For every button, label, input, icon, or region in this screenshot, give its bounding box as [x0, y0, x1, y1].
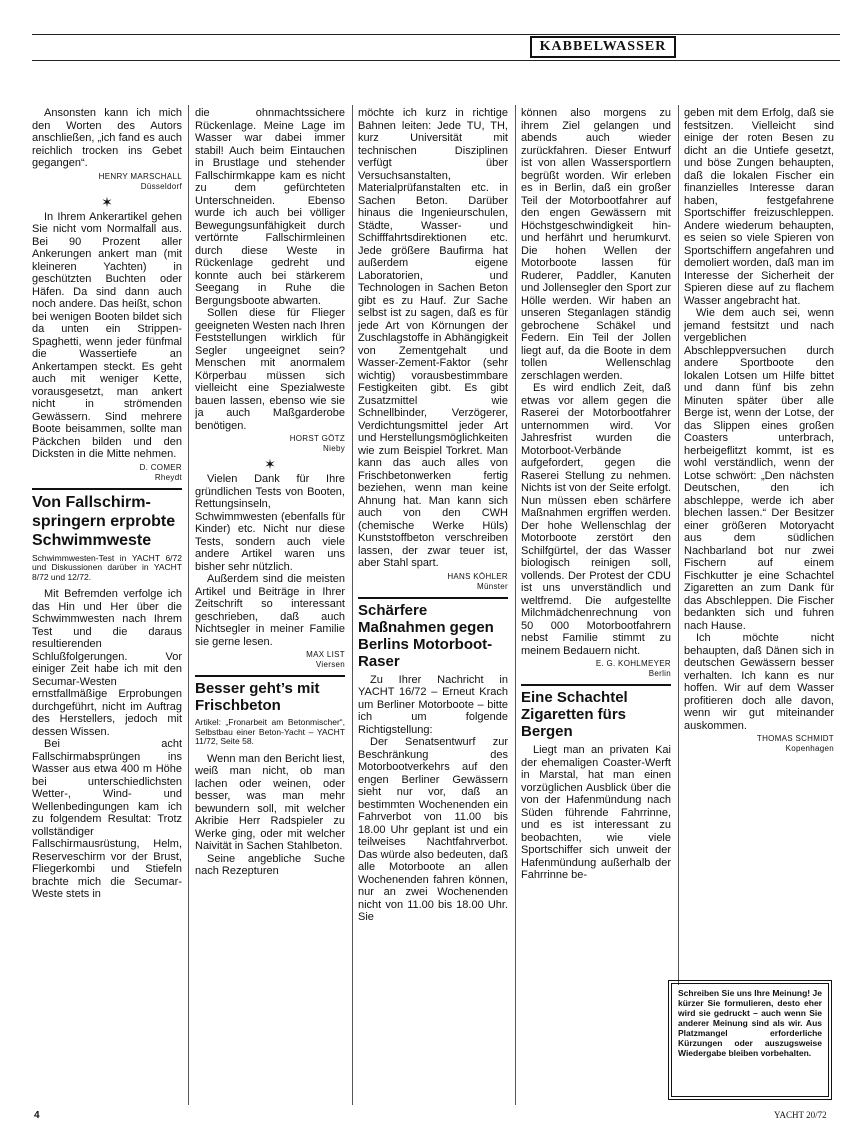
letter-signature [684, 734, 834, 754]
letter-paragraph: Der Senatsentwurf zur Beschränkung des Motorbootverkehrs auf den engen Berliner Gewässern sieht nur vor, daß an bestimmten Wochenenden ein Fahrverbot von 11.00 bis 18.00 Uhr geplant ist und ein teilweises Nachtfahrverbot. Das würde also bedeuten, daß alle Motorboote an allen Wochenenden fahren können, nur an zwei Wochenenden nicht von 11.00 bis 18.00 Uhr. Sie [358, 736, 508, 923]
article-reference: Schwimmwesten-Test in YACHT 6/72 und Diskussionen darüber in YACHT 8/72 und 12/72. [32, 552, 182, 582]
signature-place: Berlin [648, 669, 671, 678]
letter-signature [195, 650, 345, 670]
letter-signature [32, 172, 182, 192]
column-divider [515, 105, 516, 1105]
top-rule-1 [32, 34, 840, 35]
top-rule-2 [32, 60, 840, 61]
letter-headline: Von Fallschirmspringern erprobte Schwimmweste [32, 488, 182, 550]
separator-star-icon: ✶ [264, 456, 276, 472]
column-2 [195, 107, 345, 1107]
editorial-notice-text: Schreiben Sie uns Ihre Meinung! Je kürzer Sie formulieren, desto eher wird sie gedruckt – auch wenn Sie anderer Meinung sind als wir. Aus Platzmangel erforderliche Kürzungen oder auszugsweise Wiedergabe bleiben vorbehalten. [671, 983, 829, 1097]
column-4 [521, 107, 671, 1107]
column-1 [32, 107, 182, 1107]
letter-paragraph: Zu Ihrer Nachricht in YACHT 16/72 – Erneut Krach um Berliner Motorboote – bitte ich um folgende Richtigstellung: [358, 673, 508, 736]
letter-signature [521, 659, 671, 679]
signature-name: E. G. KOHLMEYER [595, 659, 671, 668]
column-divider [678, 105, 679, 985]
section-logo: KABBELWASSER [530, 36, 676, 58]
letter-paragraph: geben mit dem Erfolg, daß sie festsitzen. Vielleicht sind einige der roten Besen zu dicht an die Untiefe gesetzt, und böse Zungen behaupten, daß die lokalen Fischer ein finanzielles Interesse daran haben, festgefahrene Sportschiffer freizuschleppen. Andere wiederum behaupten, es seien so viele Spieren von Sportschiffern angefahren und demoliert worden, daß man im Interesse der Sicherheit der Spieren diese auf zu flachem Wasser angebracht hat. [684, 107, 834, 307]
letter-paragraph: Ansonsten kann ich mich den Worten des Autors anschließen, „ich fand es auch reichlich trocken ins Gebet gegangen“. [32, 107, 182, 169]
letter-paragraph: können also morgens zu ihrem Ziel gelangen und abends auch wieder zurückfahren. Dieser Entwurf ist von allen Wassersportlern begrüßt worden. Wir erleben es in Berlin, daß ein großer Teil der Motorbootfahrer auf den engen Gewässern mit Höchstgeschwindigkeit hin- und herfährt und herumkurvt. Die hohen Wellen der Motorboote lassen für Ruderer, Paddler, Kanuten und Jollensegler den Sport zur Hölle werden. Wir haben an unseren Steganlagen ständig gebrochene Schäkel und Federn. Ein Teil der Jollen liegt auf, da die Boote in dem tollen Wellenschlag zerschlagen werden. [521, 107, 671, 382]
signature-name: HANS KÖHLER [447, 571, 508, 581]
letter-headline: Besser geht’s mit Frischbeton [195, 675, 345, 714]
signature-name: THOMAS SCHMIDT [756, 734, 834, 743]
letter-paragraph: Vielen Dank für Ihre gründlichen Tests von Booten, Rettungsinseln, Schwimmwesten (ebenfalls für Kinder) etc. Nicht nur diese Tests, sondern auch viele andere Artikel waren uns bisher sehr nützlich. [195, 473, 345, 573]
article-reference: Artikel: „Fronarbeit am Betonmischer“, Selbstbau einer Beton-Yacht – YACHT 11/72, Seite 58. [195, 717, 345, 746]
signature-name: D. COMER [139, 462, 182, 472]
signature-place: Kopenhagen [785, 744, 834, 753]
signature-place: Viersen [315, 660, 345, 669]
editorial-notice-box [668, 980, 832, 1100]
magazine-issue: YACHT 20/72 [774, 1110, 827, 1120]
letter-signature [195, 434, 345, 454]
letter-paragraph: Ich möchte nicht behaupten, daß Dänen sich in deutschen Gewässern besser verhalten. Ich kann es nur hoffen. Wir auf dem Wasser profitieren doch alle davon, wenn wir gut miteinander auskommen. [684, 632, 834, 732]
column-5 [684, 107, 834, 977]
page-number: 4 [34, 1110, 40, 1121]
letter-signature [358, 572, 508, 592]
letter-paragraph: Mit Befremden verfolge ich das Hin und Her über die Schwimmwesten nach Ihrem Test und die daraus resultierenden Schlußfolgerungen. Vor einiger Zeit habe ich mit den Secumar-Westen ernstfallmäßige Erprobungen durchgeführt, nicht im Auftrag des Herstellers, jedoch mit dessen Wissen. [32, 588, 182, 738]
signature-name: HENRY MARSCHALL [98, 171, 182, 181]
column-3 [358, 107, 508, 1107]
letter-headline: Schärfere Maßnahmen gegen Berlins Motorboot-Raser [358, 597, 508, 670]
letter-paragraph: möchte ich kurz in richtige Bahnen leiten: Jede TU, TH, kurz Universität mit technischen Disziplinen verfügt über Versuchsanstalten, Materialprüfanstalten etc. in Sachen Beton. Darüber hinaus die Ingenieurschulen, Städte, Wasser- und Schifffahrtsdirektionen etc. Jede größere Baufirma hat außerdem eigene Laboratorien, und Technologen in Sachen Beton gibt es zu Hauf. Zur Sache selbst ist zu sagen, daß es für jede Art von Körnungen der Zuschlagstoffe in Abhängigkeit von Zementgehalt und Wasser-Zement-Faktor (sehr wichtig) vorausbestimmbare Festigkeiten gibt. Es gibt Zusatzmittel wie Schnellbinder, Verzögerer, Verdichtungsmittel jeder Art und Herstellungsmöglichkeiten wie zum Beispiel Torkret. Man kann das auch alles von Frischbetonwerken fertig beziehen, wenn man keine Ahnung hat. Man kann sich auch von den CWH (chemische Werke Hüls) Kunststoffbeton verschreiben lassen, der zwar teuer ist, aber Stahl spart. [358, 107, 508, 569]
signature-place: Rheydt [154, 472, 182, 482]
signature-name: HORST GÖTZ [289, 434, 345, 443]
signature-place: Münster [477, 581, 508, 591]
letter-paragraph: die ohnmachtssichere Rückenlage. Meine Lage im Wasser war dabei immer stabil! Auch beim Eintauchen in Brustlage und stehender Fallschirmkappe kam es nicht zu dem gefürchteten Unterschneiden. Ebenso wurde ich auch bei völliger Bewegungsunfähigkeit durch vertörnte Fallschirmleinen durch diese Weste in Rückenlage gedreht und konnte auch bei stärkerem Seegang in Ruhe die Bergungsboote abwarten. [195, 107, 345, 307]
letter-paragraph: Sollen diese für Flieger geeigneten Westen nach Ihren Feststellungen wirklich für Segler ungeeignet sein? Menschen mit anormalem Körperbau müssen sich vielleicht eine Spezialweste bauen lassen, ebenso wie sie ja auch Maßgarderobe benötigen. [195, 307, 345, 432]
letter-paragraph: Bei acht Fallschirmabsprüngen ins Wasser aus etwa 400 m Höhe bei unterschiedlichsten Wetter-, Wind- und Wellenbedingungen kam ich zu folgendem Resultat: Trotz vollständiger Fallschirmausrüstung, Helm, Reserveschirm vor der Brust, Fliegerkombi und Stiefeln brachte mich die Secumar-Weste stets in [32, 738, 182, 900]
separator-star-icon: ✶ [101, 193, 113, 210]
letter-paragraph: Es wird endlich Zeit, daß etwas vor allem gegen die Raserei der Motorbootfahrer unternommen wird. Vor Jahresfrist wurden die Motorboot-Verbände aufgefordert, gegen die Raserei Stellung zu nehmen. Nichts ist von der Seite erfolgt. Nun müssen eben schärfere Maßnahmen ergriffen werden. Der hohe Wellenschlag der Motorboote zerstört den Schilfgürtel, der das Wasser biologisch reinigen soll, vollends. Der Protest der CDU ist uns unverständlich und weltfremd. Die aufgestellte Milchmädchenrechnung von 50 000 Motorbootfahrern nebst Familie stimmt zu meinem Bedauern nicht. [521, 382, 671, 657]
letter-paragraph: Wenn man den Bericht liest, weiß man nicht, ob man lachen oder weinen, oder besser, was man mehr bewundern soll, mit welcher Akribie Herr Radspieler zu Werke ging, oder mit welcher Naivität in Sachen Stahlbeton. [195, 752, 345, 852]
letter-paragraph: Liegt man an privaten Kai der ehemaligen Coaster-Werft in Marstal, hat man einen vorzüglichen Ausblick über die von der Hafenmündung nach Süden führende Fahrrinne, und es ist interessant zu beobachten, wie viele Sportschiffer sich unweit der Hafenmündung außerhalb der Fahrrinne be- [521, 744, 671, 881]
letter-paragraph: Außerdem sind die meisten Artikel und Beiträge in Ihrer Zeitschrift so interessant geschrieben, daß auch Nichtsegler in meiner Familie sie gerne lesen. [195, 573, 345, 648]
letter-headline: Eine Schachtel Zigaretten fürs Bergen [521, 684, 671, 740]
signature-place: Düsseldorf [140, 181, 182, 191]
column-divider [352, 105, 353, 1105]
letter-signature [32, 463, 182, 483]
letter-paragraph: Seine angebliche Suche nach Rezepturen [195, 852, 345, 877]
letter-paragraph: Wie dem auch sei, wenn jemand festsitzt und nach vergeblichen Abschleppversuchen durch andere Sportboote den lokalen Lotsen um Hilfe bittet und dann fünf bis zehn Minuten später über alle Berge ist, wenn der Lotse, der das Slippen eines großen Coasters unterbrach, herbeigeflitzt kommt, ist es wohl verständlich, wenn der Lotse schwört: „Den nächsten Deutschen, den ich abschleppe, werde ich aber blechen lassen.“ Der Besitzer einer größeren Motoryacht aus dem südlichen Nachbarland bot nur zwei Fischern auf einem Fischkutter je eine Schachtel Zigaretten an zum Dank für das Abschleppen. Die Fischer bedankten sich und fuhren nach Hause. [684, 307, 834, 632]
signature-place: Nieby [323, 444, 345, 453]
column-divider [188, 105, 189, 1105]
signature-name: MAX LIST [306, 650, 345, 659]
letter-paragraph: In Ihrem Ankerartikel gehen Sie nicht vom Normalfall aus. Bei 90 Prozent aller Ankerungen ankert man (mit kleineren Yachten) in geschützten Buchten oder Häfen. Da sind dann auch noch andere. Das heißt, schon bei wenigen Booten bildet sich da unten ein Strippen-Spaghetti, wenn jeder fünfmal die Wassertiefe an Ankertampen steckt. Es geht auch mit weniger Kette, vorausgesetzt, man ankert nicht in strömenden Gewässern. Sind mehrere Boote beisammen, sollte man Päckchen bilden und den Dicksten in die Mitte nehmen. [32, 210, 182, 460]
